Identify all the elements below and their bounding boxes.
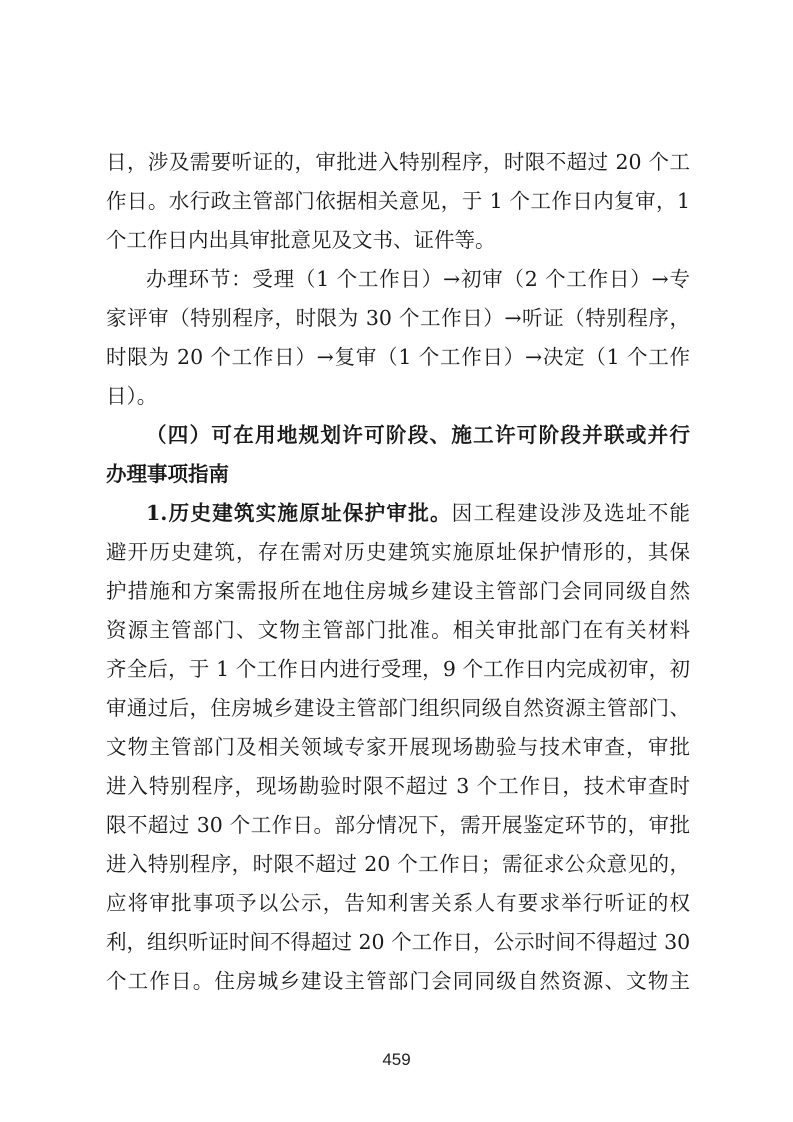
text-line: 办理环节：受理（1 个工作日）→初审（2 个工作日）→专: [146, 267, 690, 291]
text-line: 避开历史建筑，存在需对历史建筑实施原址保护情形的，其保: [106, 540, 690, 564]
text-line: 护措施和方案需报所在地住房城乡建设主管部门会同同级自然: [106, 579, 690, 603]
text-line: 家评审（特别程序，时限为 30 个工作日）→听证（特别程序，: [106, 306, 690, 330]
text-line: 资源主管部门、文物主管部门批准。相关审批部门在有关材料: [106, 618, 690, 642]
item-title: 1.历史建筑实施原址保护审批。: [146, 501, 452, 525]
text-line: 作日。水行政主管部门依据相关意见，于 1 个工作日内复审，1: [106, 189, 690, 213]
text-line: 个工作日。住房城乡建设主管部门会同同级自然资源、文物主: [106, 969, 690, 993]
item-text: 因工程建设涉及选址不能: [451, 501, 690, 525]
item-first-line: [146, 493, 690, 533]
text-line: 应将审批事项予以公示，告知利害关系人有要求举行听证的权: [106, 891, 690, 915]
text-line: 审通过后，住房城乡建设主管部门组织同级自然资源主管部门、: [106, 696, 690, 720]
text-line: 日）。: [106, 384, 158, 408]
page-number: 459: [382, 1050, 411, 1069]
section-heading: 办理事项指南: [106, 462, 229, 486]
text-line: 日，涉及需要听证的，审批进入特别程序，时限不超过 20 个工: [106, 150, 690, 174]
text-line: 进入特别程序，现场勘验时限不超过 3 个工作日，技术审查时: [106, 774, 690, 798]
text-line: 利，组织听证时间不得超过 20 个工作日，公示时间不得超过 30: [106, 930, 690, 954]
section-heading: （四）可在用地规划许可阶段、施工许可阶段并联或并行: [146, 423, 690, 447]
text-line: 齐全后，于 1 个工作日内进行受理，9 个工作日内完成初审，初: [106, 657, 690, 681]
text-line: 限不超过 30 个工作日。部分情况下，需开展鉴定环节的，审批: [106, 813, 690, 837]
text-line: 个工作日内出具审批意见及文书、证件等。: [106, 228, 496, 252]
text-line: 时限为 20 个工作日）→复审（1 个工作日）→决定（1 个工作: [106, 345, 690, 369]
text-line: 进入特别程序，时限不超过 20 个工作日；需征求公众意见的，: [106, 852, 690, 876]
text-line: 文物主管部门及相关领域专家开展现场勘验与技术审查，审批: [106, 735, 690, 759]
